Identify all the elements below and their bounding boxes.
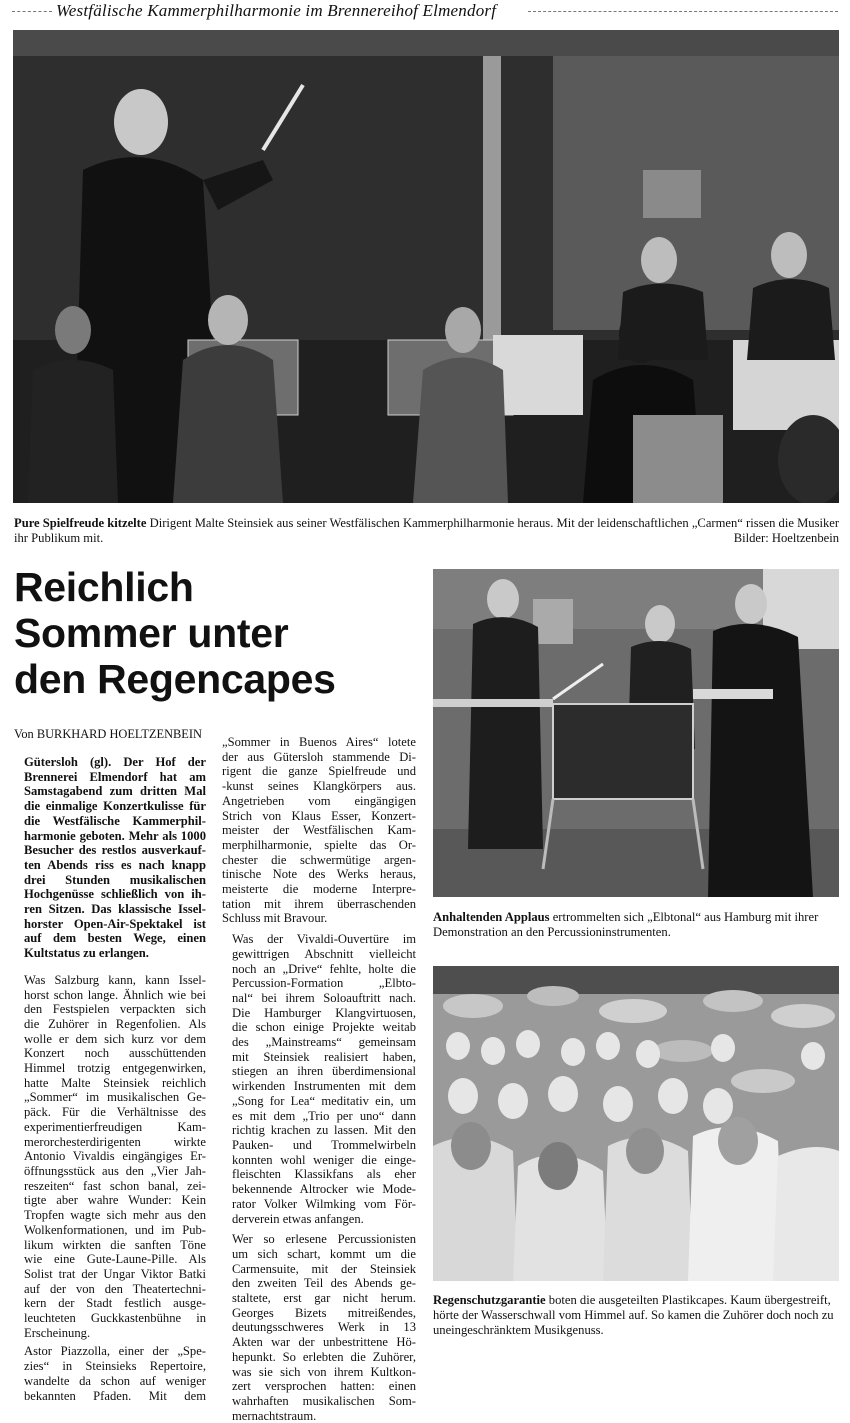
text-line: staltete, erst gar nicht herum.	[232, 1291, 416, 1306]
text-line: tigte aber wahre Wunder: Kein	[24, 1193, 206, 1208]
text-line: Brennerei Elmendorf hat am	[24, 769, 206, 784]
text-line: was sie sich von ihrem Kultkon-	[232, 1364, 416, 1379]
text-line: Carmensuite, mit der Steinsiek	[232, 1261, 416, 1276]
text-line: Erscheinung.	[24, 1325, 91, 1340]
photo-audience-caption	[433, 1293, 839, 1338]
text-line: ren Sitzen. Das klassische Issel-	[24, 902, 206, 917]
text-line: die Westfälische Kammerphil-	[24, 813, 206, 828]
text-line: harmonie geboten. Mehr als 1000	[24, 828, 206, 843]
text-line: merphilharmonie, spielte das Or-	[222, 837, 416, 852]
article-paragraph	[222, 735, 416, 926]
photo-credit: Bilder: Hoeltzenbein	[733, 531, 839, 545]
caption-text: ertrommelten sich „Elbtonal“ aus Hamburg mit ihrer Demonstration an den Percussioninstrumenten.	[433, 910, 819, 939]
text-line: die Zuhörer in Regenfolien. Als	[24, 1016, 206, 1031]
text-line: Kultstatus zu erlangen.	[24, 946, 149, 961]
caption-lead: Regenschutzgarantie	[433, 1293, 546, 1307]
text-line: Wer so erlesene Percussionisten	[232, 1232, 416, 1247]
article-paragraph	[222, 932, 416, 1226]
text-line: den Festspielen verpackten sich	[24, 1002, 206, 1017]
text-line: derverein etwas anfangen.	[232, 1211, 364, 1226]
article-column-2	[222, 735, 416, 1423]
text-line: deutungsschweres Werk in 13	[232, 1320, 416, 1335]
text-line: drei Stunden musikalischen	[24, 872, 206, 887]
text-line: öffnungsstück aus den „Vier Jah-	[24, 1163, 206, 1178]
text-line: gewittrigen Abschnitt vielleicht	[232, 946, 416, 961]
article-paragraph	[222, 1232, 416, 1423]
text-line: Solist trat der Ungar Viktor Batki	[24, 1266, 206, 1281]
text-line: Was Salzburg kann, kann Issel-	[24, 972, 206, 987]
photo-percussion	[433, 569, 839, 897]
text-line: Akten war der unbestrittene Hö-	[232, 1335, 416, 1350]
text-line: wolle er dem sich kurz vor dem	[24, 1031, 206, 1046]
text-line: Schluss mit Bravour.	[222, 911, 328, 926]
text-line: Die Hamburger Klangvirtuosen,	[232, 1005, 416, 1020]
text-line: leuchteten Guckkastenbühne in	[24, 1311, 206, 1326]
text-line: Samstagabend zum dritten Mal	[24, 784, 206, 799]
text-line: den zweiten Teil des Abends ge-	[232, 1276, 416, 1291]
text-line: mernachtstraum.	[232, 1408, 317, 1423]
caption-text: boten die ausgeteilten Plastikcapes. Kaum übergestreift, hörte der Wasserschwall vom Himmel auf. So kamen die Zuhörer doch noch zu uneingeschränktem Musikgenuss.	[433, 1293, 834, 1337]
text-line: stiegen an ihren überdimensional	[232, 1064, 416, 1079]
text-line: wirkenden Instrumenten mit dem	[232, 1079, 416, 1094]
text-line: Gütersloh (gl). Der Hof der	[24, 755, 206, 769]
text-line: horster Open-Air-Spektakel ist	[24, 916, 206, 931]
text-line: Astor Piazzolla, einer der „Spe-	[24, 1344, 206, 1359]
kicker-rule-left	[12, 11, 52, 12]
text-line: meisterte die moderne Interpre-	[222, 882, 416, 897]
text-line: päck. Für die Verhältnisse des	[24, 1105, 206, 1120]
headline-line-3: den Regencapes	[14, 656, 336, 702]
text-line: experimentierfreudigen Kam-	[24, 1119, 206, 1134]
text-line: konnten wohl weniger die einge-	[232, 1152, 416, 1167]
text-line: nal“ bei ihrem Soloauftritt nach.	[232, 990, 416, 1005]
text-line: rator Volker Wilmking vom För-	[232, 1196, 416, 1211]
text-line: die einmalige Konzertkulisse für	[24, 799, 206, 814]
headline	[14, 564, 424, 702]
text-line: wie eine Gute-Laune-Pille. Als	[24, 1252, 206, 1267]
headline-line-2: Sommer unter	[14, 610, 289, 656]
photo-audience	[433, 966, 839, 1281]
text-line: „Sommer in Buenos Aires“ lotete	[222, 735, 416, 749]
text-line: auf dem besten Wege, einen	[24, 931, 206, 946]
photo-orchestra-caption	[14, 516, 840, 546]
text-line: wahrhaften musikalischen Som-	[232, 1393, 416, 1408]
text-line: zert versprochen hatten: einen	[232, 1379, 416, 1394]
kicker-rule-right	[528, 11, 838, 12]
text-line: „Sommer“ im musikalischen Ge-	[24, 1090, 206, 1105]
text-line: es mit dem „Trio per uno“ dann	[232, 1108, 416, 1123]
text-line: mit Steinsiek realisiert haben,	[232, 1049, 416, 1064]
text-line: richtig krachen zu lassen. Mit den	[232, 1123, 416, 1138]
caption-text: Dirigent Malte Steinsiek aus seiner Westfälischen Kammerphilharmonie heraus. Mit der leidenschaftlichen „Carmen“ rissen die Musiker ihr Publikum mit.	[14, 516, 840, 545]
headline-line-1: Reichlich	[14, 564, 194, 610]
text-line: Konzert noch ausschüttenden	[24, 1046, 206, 1061]
text-line: Strich von Klaus Esser, Konzert-	[222, 808, 416, 823]
text-line: Georges Bizets mitreißendes,	[232, 1305, 416, 1320]
article-paragraph	[14, 1344, 206, 1403]
article-column-1	[14, 755, 206, 1403]
text-line: horst schon lange. Ähnlich wie bei	[24, 987, 206, 1002]
text-line: Tropfen wagte sich mehr aus den	[24, 1208, 206, 1223]
text-line: Antonio Vivaldis eingängiges Er-	[24, 1149, 206, 1164]
text-line: zies“ in Steinsieks Repertoire,	[24, 1359, 206, 1374]
text-line: Besucher des restlos ausverkauf-	[24, 843, 206, 858]
text-line: Wolkenformationen, und im Pub-	[24, 1222, 206, 1237]
photo-percussion-caption	[433, 910, 841, 940]
text-line: tation mit ihrem überraschenden	[222, 896, 416, 911]
text-line: wandelte da schon auf weniger	[24, 1373, 206, 1388]
text-line: likum wirkten die sanften Töne	[24, 1237, 206, 1252]
kicker: Westfälische Kammerphilharmonie im Brennereihof Elmendorf	[52, 1, 500, 21]
text-line: Percussion-Formation „Elbto-	[232, 976, 416, 991]
text-line: -kunst seines Klangkörpers aus.	[222, 779, 416, 794]
text-line: Himmel trotzig entgegenwirken,	[24, 1061, 206, 1076]
orchestra-illustration	[13, 30, 839, 503]
text-line: auf der von den Theatertechni-	[24, 1281, 206, 1296]
photo-orchestra	[13, 30, 839, 503]
text-line: noch an „Drive“ fehlte, holte die	[232, 961, 416, 976]
text-line: kern der Stadt festlich ausge-	[24, 1296, 206, 1311]
article-lead-paragraph	[14, 755, 206, 961]
text-line: hatte Malte Steinsiek reichlich	[24, 1075, 206, 1090]
text-line: meister der Westfälischen Kam-	[222, 823, 416, 838]
caption-lead: Pure Spielfreude kitzelte	[14, 516, 147, 530]
text-line: Was der Vivaldi-Ouvertüre im	[232, 932, 416, 947]
audience-illustration	[433, 966, 839, 1281]
text-line: Angetrieben vom eingängigen	[222, 793, 416, 808]
text-line: des „Mainstreams“ gemeinsam	[232, 1035, 416, 1050]
text-line: bekennende Altrocker wie Mode-	[232, 1182, 416, 1197]
text-line: chester die schwermütige argen-	[222, 852, 416, 867]
text-line: fleischten Klassikfans als eher	[232, 1167, 416, 1182]
text-line: um sich schart, kommt um die	[232, 1246, 416, 1261]
caption-lead: Anhaltenden Applaus	[433, 910, 550, 924]
text-line: bekannten Pfaden. Mit dem	[24, 1388, 206, 1403]
byline: Von BURKHARD HOELTZENBEIN	[14, 727, 202, 741]
text-line: „Song for Lea“ meditativ ein, um	[232, 1093, 416, 1108]
text-line: Hochgenüsse schließlich von ih-	[24, 887, 206, 902]
article-paragraph	[14, 973, 206, 1341]
text-line: tinische Note des Werks heraus,	[222, 867, 416, 882]
text-line: reszeiten“ fast schon banal, zei-	[24, 1178, 206, 1193]
text-line: ten Abends riss es nach knapp	[24, 857, 206, 872]
text-line: der aus Gütersloh stammende Di-	[222, 749, 416, 764]
percussion-illustration	[433, 569, 839, 897]
text-line: hepunkt. So erlebten die Zuhörer,	[232, 1349, 416, 1364]
text-line: Pauken- und Trommelwirbeln	[232, 1137, 416, 1152]
text-line: rigent die ganze Spielfreude und	[222, 764, 416, 779]
text-line: die schon einige Projekte weitab	[232, 1020, 416, 1035]
text-line: merorchesterdirigenten wirkte	[24, 1134, 206, 1149]
